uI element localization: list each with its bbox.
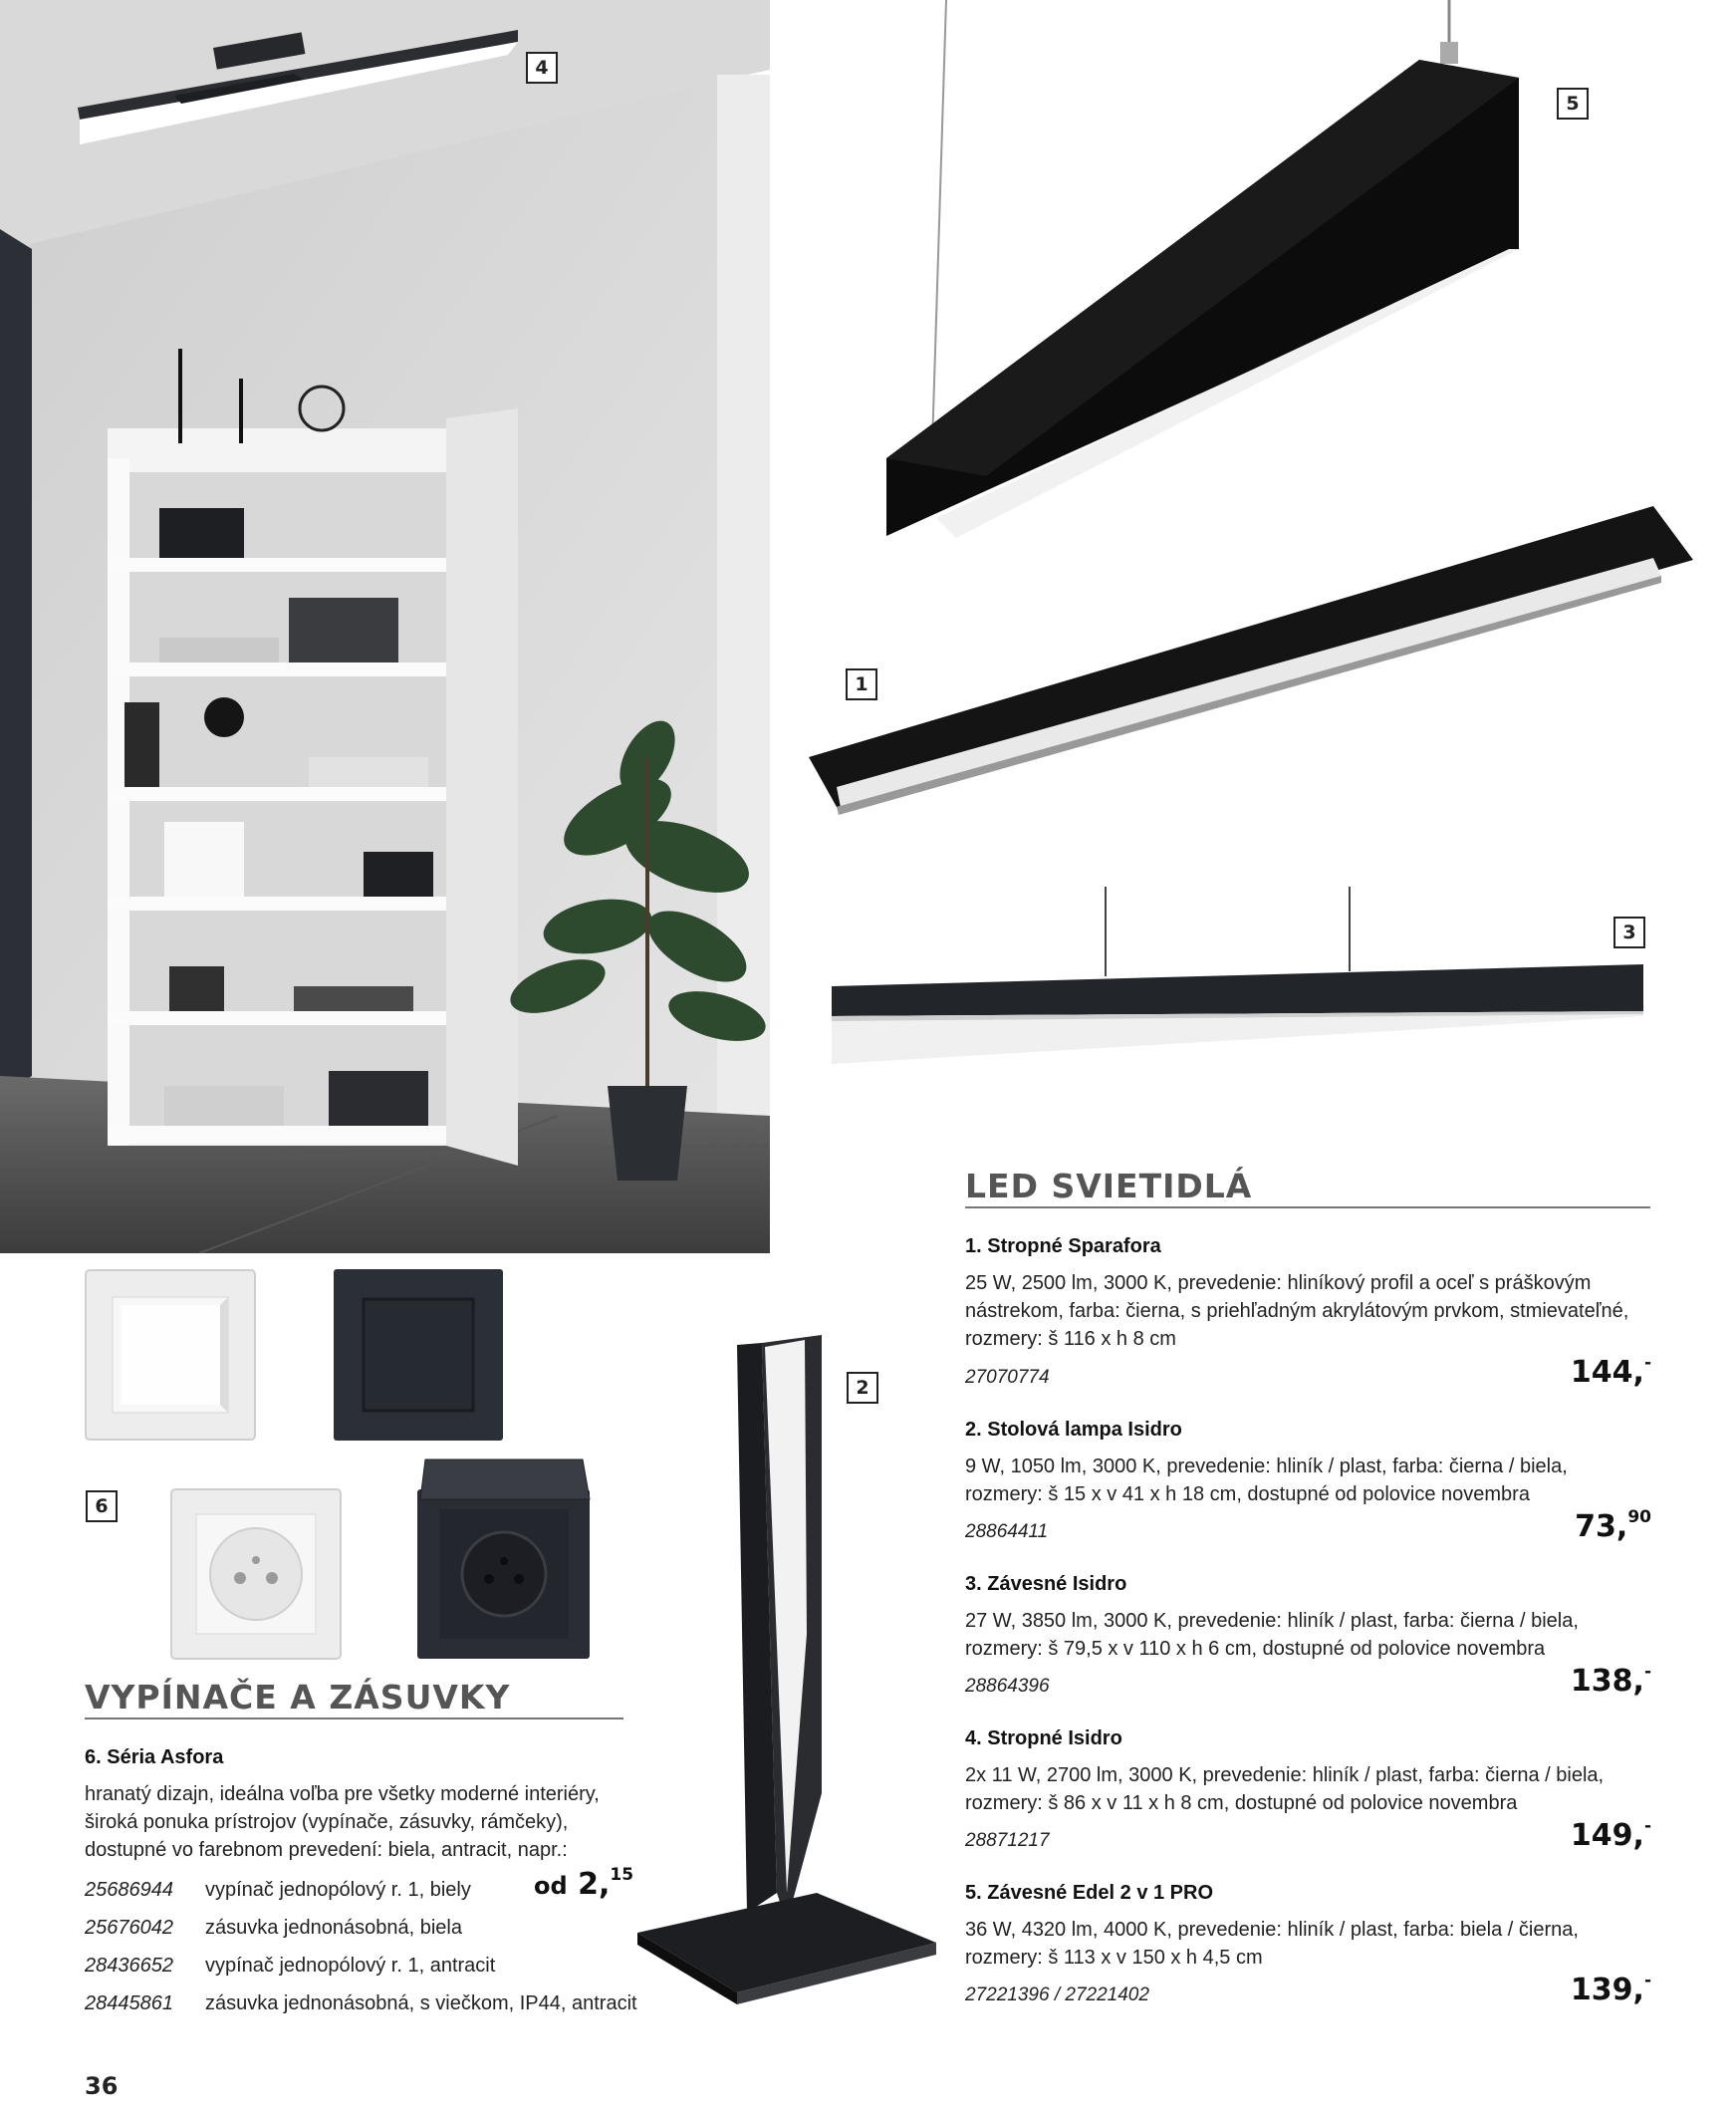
switches-series-description: hranatý dizajn, ideálna voľba pre všetky moderné interiéry, široká ponuka prístrojov (vypínače, zásuvky, rámčeky), dostupné vo farebnom prevedení: biela, antracit, napr.: <box>85 1783 600 1861</box>
led-section-heading: LED SVIETIDLÁ <box>965 1167 1253 1205</box>
switch-item-row <box>85 1955 603 1981</box>
product-2-title: 2. Stolová lampa Isidro <box>965 1419 1182 1441</box>
product-number-1: 1 <box>846 668 877 700</box>
product-3-description: 27 W, 3850 lm, 3000 K, prevedenie: hliník / plast, farba: čierna / biela, rozmery: š 79,5 x v 110 x h 6 cm, dostupné od polovice novembra <box>965 1610 1579 1660</box>
product-4-price: 149,- <box>1570 1816 1651 1853</box>
product-1-description: 25 W, 2500 lm, 3000 K, prevedenie: hliníkový profil a oceľ s práškovým nástrekom, farba: čierna, s priehľadným akrylátovým prvkom, stmievateľné, rozmery: š 116 x h 8 cm <box>965 1272 1629 1350</box>
product-5-price: 139,- <box>1570 1971 1651 2007</box>
switch-item-row <box>85 1992 642 2018</box>
product-4-description: 2x 11 W, 2700 lm, 3000 K, prevedenie: hliník / plast, farba: čierna / biela, rozmery: š 86 x v 11 x h 8 cm, dostupné od polovice novembra <box>965 1764 1605 1814</box>
switches-series-title: 6. Séria Asfora <box>85 1746 224 1768</box>
product-1-price: 144,- <box>1570 1353 1651 1390</box>
product-1-code: 27070774 <box>965 1367 1050 1388</box>
product-1-title: 1. Stropné Sparafora <box>965 1235 1161 1257</box>
product-5-description: 36 W, 4320 lm, 4000 K, prevedenie: hliník / plast, farba: biela / čierna, rozmery: š 113 x v 150 x h 4,5 cm <box>965 1919 1579 1969</box>
product-number-6: 6 <box>86 1490 118 1522</box>
product-2-code: 28864411 <box>965 1521 1049 1542</box>
product-5-code: 27221396 / 27221402 <box>965 1984 1149 2005</box>
page-number: 36 <box>85 2072 119 2100</box>
lamp-3-image <box>827 887 1653 1066</box>
lamp-2-image <box>637 1335 936 2022</box>
switch-item-code: 25676042 <box>85 1917 173 1939</box>
switches-heading-rule <box>85 1718 623 1719</box>
product-4-code: 28871217 <box>965 1830 1050 1851</box>
switch-item-code: 25686944 <box>85 1879 173 1901</box>
socket-anthracite-ip44-image <box>415 1450 592 1660</box>
switch-item-description: zásuvka jednonásobná, biela <box>205 1917 462 1939</box>
switch-item-row <box>85 1917 603 1943</box>
led-heading-rule <box>965 1206 1650 1208</box>
switches-section-heading: VYPÍNAČE A ZÁSUVKY <box>85 1678 511 1717</box>
switch-item-description: zásuvka jednonásobná, s viečkom, IP44, antracit <box>205 1992 637 2014</box>
product-number-2: 2 <box>847 1372 878 1404</box>
switch-item-code: 28436652 <box>85 1955 173 1977</box>
room-photo <box>0 0 770 1253</box>
switch-white-image <box>85 1269 256 1441</box>
switch-item-description: vypínač jednopólový r. 1, biely <box>205 1879 471 1901</box>
product-3-title: 3. Závesné Isidro <box>965 1573 1127 1595</box>
product-3-price: 138,- <box>1570 1662 1651 1699</box>
product-number-3: 3 <box>1613 917 1645 948</box>
product-3-code: 28864396 <box>965 1676 1050 1697</box>
socket-white-image <box>170 1488 342 1660</box>
product-2-price: 73,90 <box>1575 1507 1651 1544</box>
product-number-4: 4 <box>526 52 558 84</box>
switch-item-row <box>85 1879 603 1905</box>
switches-price: od 2,15 <box>534 1865 634 1902</box>
product-4-title: 4. Stropné Isidro <box>965 1727 1122 1749</box>
switch-item-code: 28445861 <box>85 1992 173 2014</box>
product-5-title: 5. Závesné Edel 2 v 1 PRO <box>965 1882 1214 1904</box>
product-number-5: 5 <box>1557 88 1589 120</box>
switch-item-description: vypínač jednopólový r. 1, antracit <box>205 1955 496 1977</box>
product-2-description: 9 W, 1050 lm, 3000 K, prevedenie: hliník / plast, farba: čierna / biela, rozmery: š 15 x v 41 x h 18 cm, dostupné od polovice novembra <box>965 1455 1568 1505</box>
switch-anthracite-image <box>334 1269 503 1441</box>
lamp-1-image <box>797 498 1693 827</box>
lamp-5-image <box>777 0 1554 558</box>
